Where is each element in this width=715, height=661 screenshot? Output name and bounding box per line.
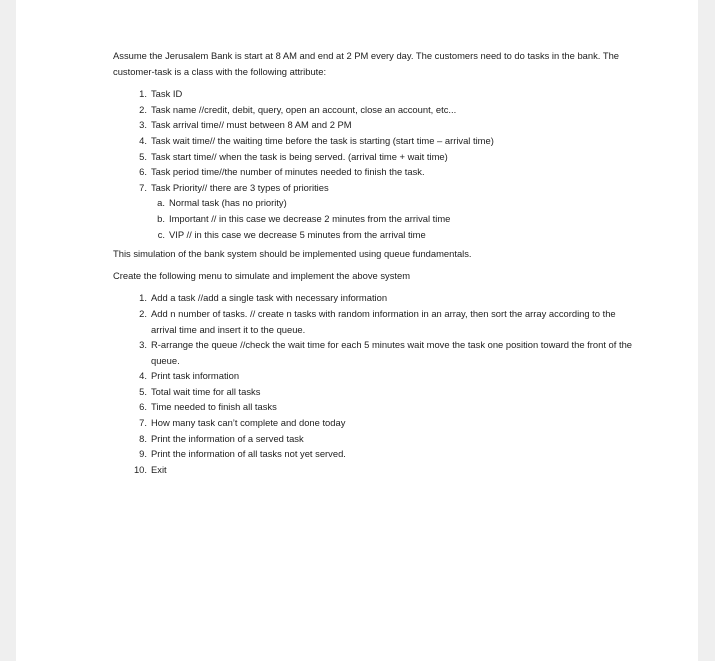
item-number: 1. bbox=[139, 88, 147, 100]
menu-list bbox=[124, 290, 633, 477]
list-item bbox=[124, 431, 633, 447]
list-item bbox=[124, 102, 633, 118]
list-item bbox=[124, 415, 633, 431]
item-number: 1. bbox=[139, 292, 147, 304]
item-text: Print the information of all tasks not yet served. bbox=[151, 448, 346, 460]
document-page bbox=[16, 0, 698, 661]
item-text: Print task information bbox=[151, 370, 240, 382]
item-number: 5. bbox=[139, 150, 147, 162]
item-letter: a. bbox=[157, 197, 165, 209]
item-text: Task start time// when the task is being served. (arrival time + wait time) bbox=[151, 150, 448, 162]
list-item bbox=[124, 180, 633, 196]
list-item bbox=[124, 462, 633, 478]
item-number: 7. bbox=[139, 417, 147, 429]
list-item bbox=[124, 164, 633, 180]
item-text: Add a task //add a single task with necessary information bbox=[151, 292, 388, 304]
list-item bbox=[124, 446, 633, 462]
item-text: Task Priority// there are 3 types of priorities bbox=[151, 181, 329, 193]
item-number: 10. bbox=[133, 463, 147, 475]
list-item bbox=[124, 399, 633, 415]
item-text: Important // in this case we decrease 2 minutes from the arrival time bbox=[169, 212, 451, 224]
list-item bbox=[151, 195, 633, 211]
item-text: Task name //credit, debit, query, open an account, close an account, etc... bbox=[151, 103, 457, 115]
list-item bbox=[124, 384, 633, 400]
item-number: 7. bbox=[139, 181, 147, 193]
item-text: Total wait time for all tasks bbox=[151, 385, 261, 397]
item-text: Normal task (has no priority) bbox=[169, 197, 287, 209]
item-number: 3. bbox=[139, 339, 147, 351]
item-text: VIP // in this case we decrease 5 minutes from the arrival time bbox=[169, 228, 426, 240]
list-item bbox=[124, 368, 633, 384]
item-number: 9. bbox=[139, 448, 147, 460]
document-content bbox=[113, 48, 633, 477]
list-item bbox=[151, 211, 633, 227]
item-text: Add n number of tasks. // create n tasks with random information in an array, then sort the array according to the arrival time and insert it to the queue. bbox=[151, 307, 616, 335]
item-number: 2. bbox=[139, 307, 147, 319]
item-letter: c. bbox=[157, 228, 165, 240]
list-item bbox=[124, 133, 633, 149]
list-item bbox=[124, 337, 633, 368]
item-number: 5. bbox=[139, 385, 147, 397]
menu-intro-paragraph: Create the following menu to simulate and implement the above system bbox=[113, 269, 411, 281]
list-item bbox=[151, 227, 633, 243]
item-letter: b. bbox=[157, 212, 165, 224]
list-item bbox=[124, 290, 633, 306]
item-number: 6. bbox=[139, 401, 147, 413]
priority-sublist bbox=[151, 195, 633, 242]
item-text: Print the information of a served task bbox=[151, 432, 304, 444]
item-text: Exit bbox=[151, 463, 167, 475]
item-number: 2. bbox=[139, 103, 147, 115]
item-text: How many task can’t complete and done today bbox=[151, 417, 346, 429]
item-text: Time needed to finish all tasks bbox=[151, 401, 277, 413]
item-text: Task arrival time// must between 8 AM and 2 PM bbox=[151, 119, 352, 131]
attribute-list bbox=[124, 86, 633, 195]
item-number: 4. bbox=[139, 370, 147, 382]
item-text: Task period time//the number of minutes needed to finish the task. bbox=[151, 166, 425, 178]
list-item bbox=[124, 306, 633, 337]
item-number: 6. bbox=[139, 166, 147, 178]
queue-note-paragraph: This simulation of the bank system should be implemented using queue fundamentals. bbox=[113, 248, 472, 260]
item-number: 3. bbox=[139, 119, 147, 131]
intro-paragraph: Assume the Jerusalem Bank is start at 8 AM and end at 2 PM every day. The customers need to do tasks in the bank. The customer-task is a class with the following attribute: bbox=[113, 50, 619, 77]
list-item bbox=[124, 117, 633, 133]
list-item bbox=[124, 86, 633, 102]
item-text: Task ID bbox=[151, 88, 183, 100]
item-text: R-arrange the queue //check the wait time for each 5 minutes wait move the task one position toward the front of the queue. bbox=[151, 339, 632, 366]
item-text: Task wait time// the waiting time before the task is starting (start time – arrival time) bbox=[151, 134, 494, 146]
item-number: 4. bbox=[139, 134, 147, 146]
list-item bbox=[124, 149, 633, 165]
item-number: 8. bbox=[139, 432, 147, 444]
